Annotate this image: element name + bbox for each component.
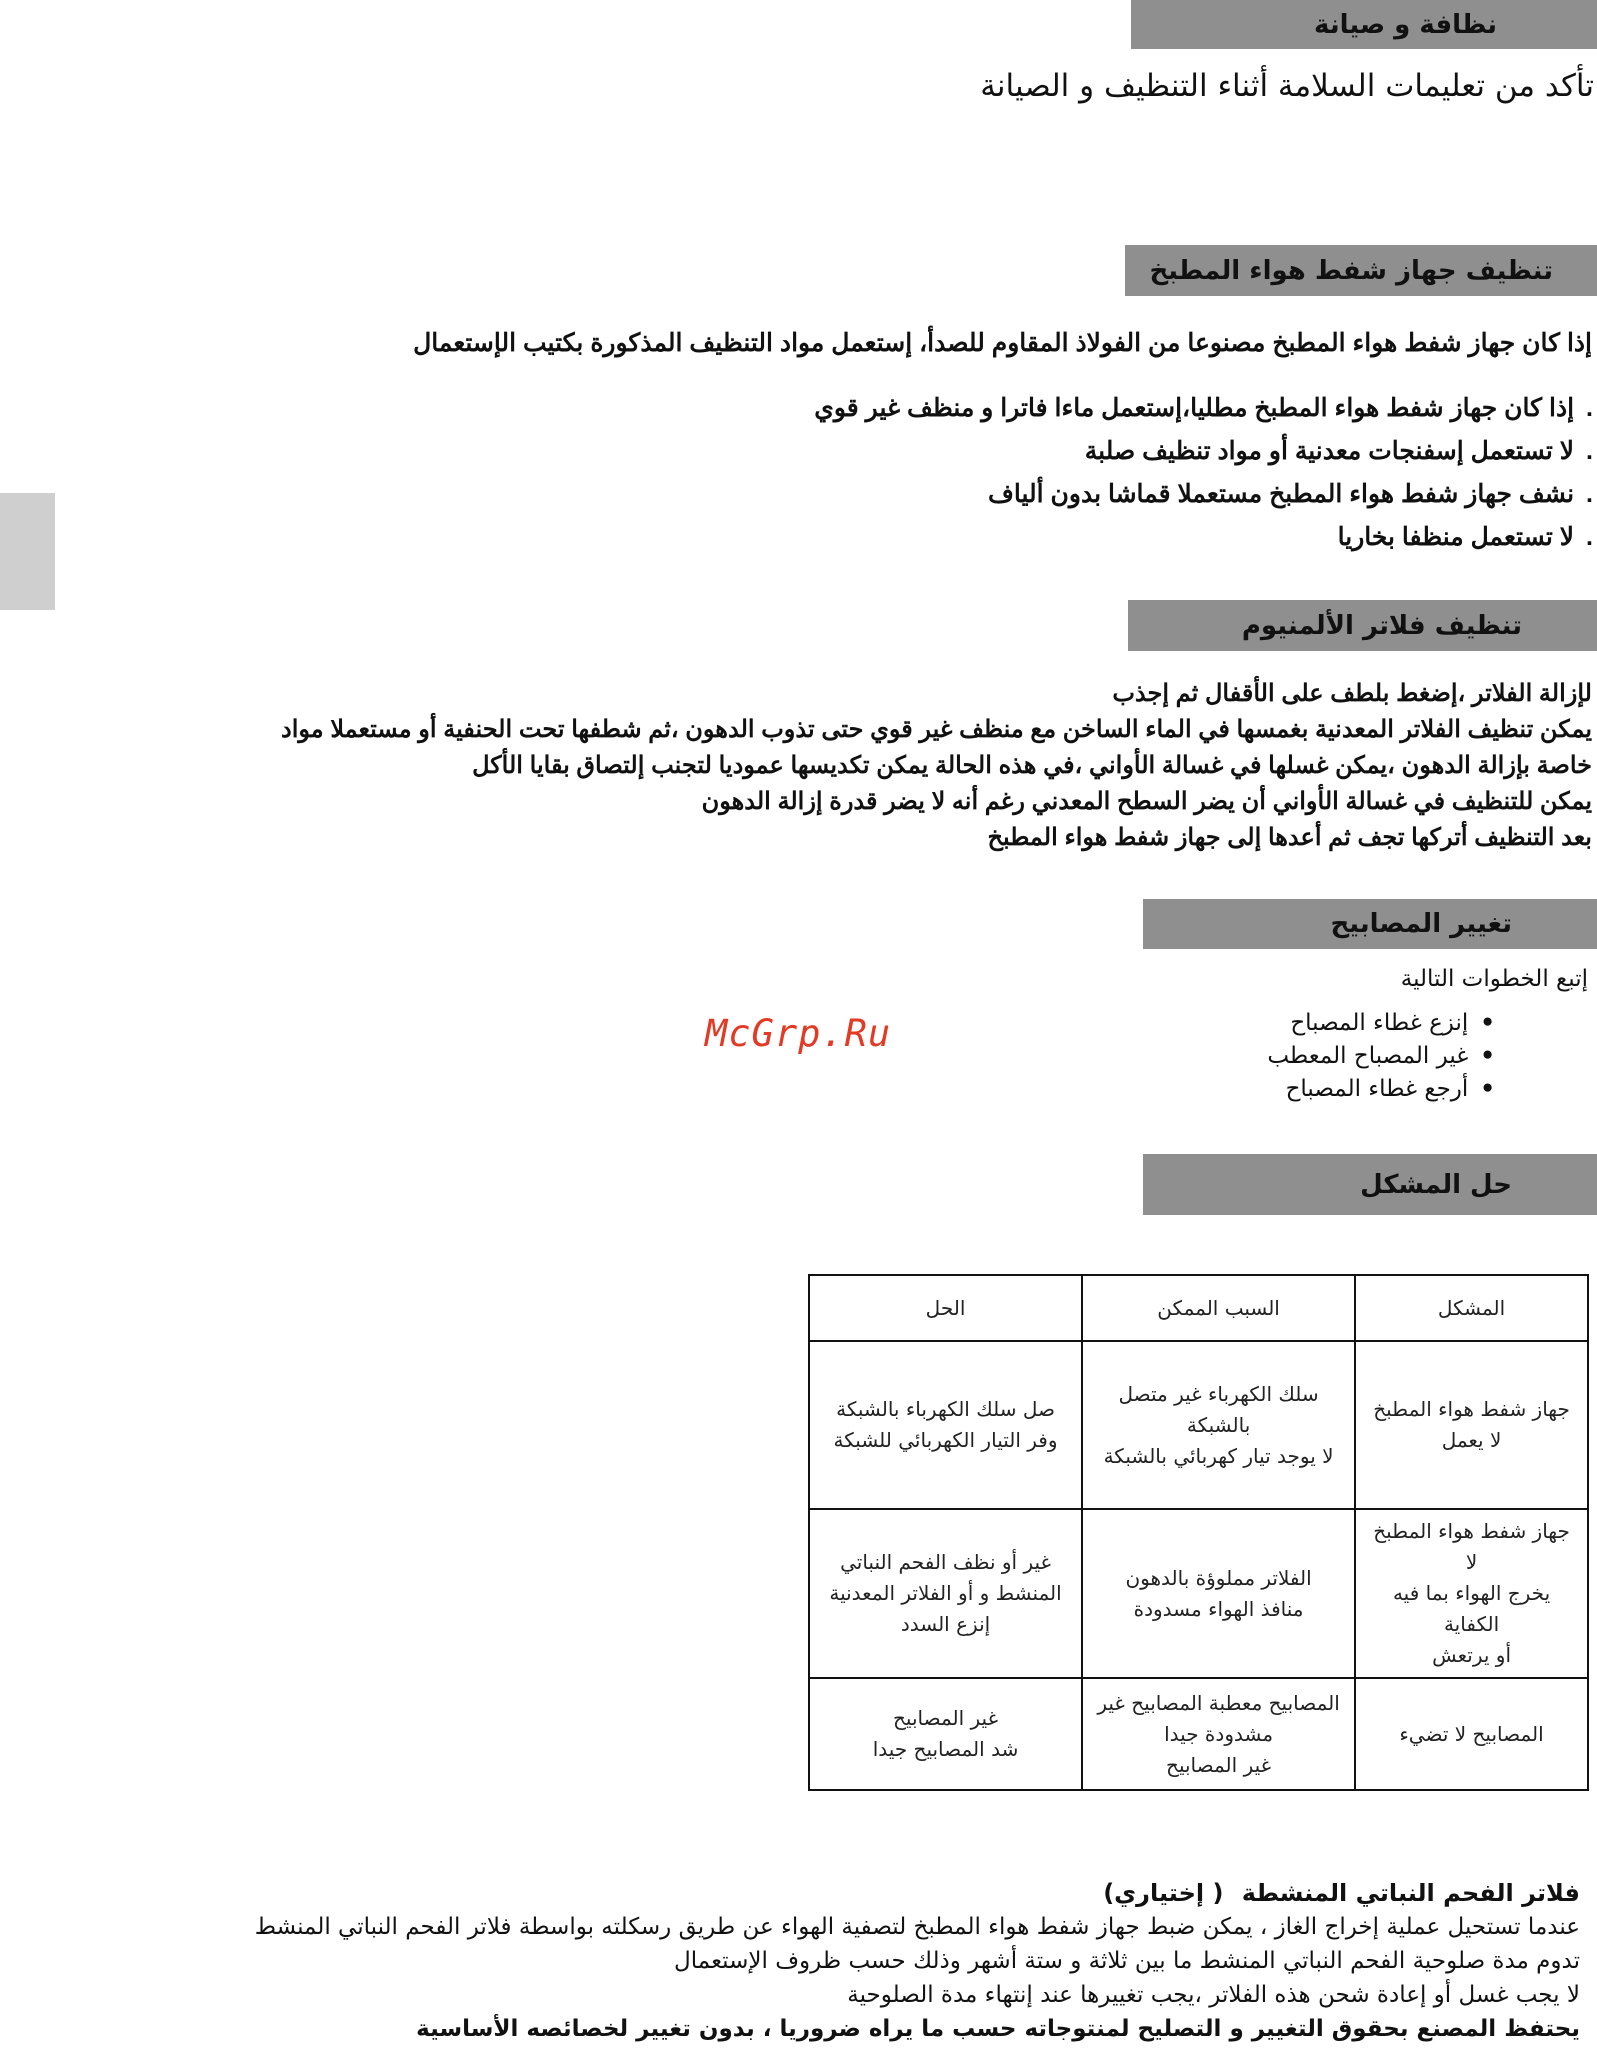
bullet-dot-icon: • bbox=[1480, 1076, 1495, 1102]
cause-cell: الفلاتر مملوؤة بالدهون منافذ الهواء مسدودة bbox=[1082, 1509, 1355, 1678]
filter-cleaning-line: بعد التنظيف أتركها تجف ثم أعدها إلى جهاز شفط هواء المطبخ bbox=[987, 824, 1592, 851]
list-item: •أرجع غطاء المصباح bbox=[1285, 1076, 1495, 1102]
table-row bbox=[809, 1509, 1588, 1678]
troubleshooting-table bbox=[808, 1274, 1589, 1791]
section-title: تغيير المصابيح bbox=[1330, 909, 1512, 939]
solution-cell: صل سلك الكهرباء بالشبكة وفر التيار الكهربائي للشبكة bbox=[809, 1341, 1082, 1509]
manufacturer-notice: يحتفظ المصنع بحقوق التغيير و التصليح لمنتوجاته حسب ما يراه ضروريا ، بدون تغيير لخصائصه الأساسية bbox=[416, 2016, 1580, 2042]
filter-cleaning-line: يمكن تنظيف الفلاتر المعدنية بغمسها في الماء الساخن مع منظف غير قوي حتى تذوب الدهون ،ثم شطفها تحت الحنفية أو مستعملا مواد bbox=[281, 716, 1592, 743]
bullet-dot-icon: . bbox=[1586, 480, 1592, 508]
section-title: حل المشكل bbox=[1360, 1169, 1512, 1200]
section-title: تنظيف فلاتر الألمنيوم bbox=[1241, 610, 1522, 641]
section-header-lamp-change bbox=[1143, 899, 1597, 949]
bullet-dot-icon: . bbox=[1586, 523, 1592, 551]
problem-cell: جهاز شفط هواء المطبخ لا يعمل bbox=[1355, 1341, 1588, 1509]
filter-cleaning-line: يمكن للتنظيف في غسالة الأواني أن يضر السطح المعدني رغم أنه لا يضر قدرة إزالة الدهون bbox=[701, 788, 1592, 815]
list-item: .إذا كان جهاز شفط هواء المطبخ مطليا،إستعمل ماءا فاترا و منظف غير قوي bbox=[814, 394, 1592, 422]
hood-cleaning-intro: إذا كان جهاز شفط هواء المطبخ مصنوعا من الفولاذ المقاوم للصدأ، إستعمل مواد التنظيف المذكورة بكتيب الإستعمال bbox=[413, 329, 1592, 357]
watermark: McGrp.Ru bbox=[705, 1012, 892, 1055]
section-header-hood-cleaning bbox=[1125, 245, 1597, 296]
section-title: نظافة و صيانة bbox=[1314, 9, 1497, 40]
list-item: •إنزع غطاء المصباح bbox=[1290, 1010, 1495, 1036]
solution-cell: غير أو نظف الفحم النباتي المنشط و أو الفلاتر المعدنية إنزع السدد bbox=[809, 1509, 1082, 1678]
list-item: •غير المصباح المعطب bbox=[1267, 1043, 1495, 1069]
cause-cell: سلك الكهرباء غير متصل بالشبكة لا يوجد تيار كهربائي بالشبكة bbox=[1082, 1341, 1355, 1509]
list-item: .لا تستعمل إسفنجات معدنية أو مواد تنظيف صلبة bbox=[1084, 437, 1592, 465]
section-header-troubleshooting bbox=[1143, 1154, 1597, 1215]
bullet-dot-icon: . bbox=[1586, 394, 1592, 422]
carbon-filters-line: لا يجب غسل أو إعادة شحن هذه الفلاتر ،يجب تغييرها عند إنتهاء مدة الصلوحية bbox=[847, 1982, 1580, 2008]
table-header-row bbox=[809, 1275, 1588, 1341]
carbon-filters-line: تدوم مدة صلوحية الفحم النباتي المنشط ما بين ثلاثة و ستة أشهر وذلك حسب ظروف الإستعمال bbox=[674, 1948, 1580, 1974]
filter-cleaning-line: خاصة بإزالة الدهون ،يمكن غسلها في غسالة الأواني ،في هذه الحالة يمكن تكديسها عموديا لتجنب إلتصاق بقايا الأكل bbox=[472, 752, 1592, 779]
lamp-change-intro: إتبع الخطوات التالية bbox=[1400, 966, 1588, 992]
bullet-dot-icon: • bbox=[1480, 1010, 1495, 1036]
bullet-dot-icon: . bbox=[1586, 437, 1592, 465]
page-side-tab bbox=[0, 493, 55, 610]
list-item: .نشف جهاز شفط هواء المطبخ مستعملا قماشا بدون ألياف bbox=[987, 480, 1592, 508]
table-row bbox=[809, 1341, 1588, 1509]
list-item: .لا تستعمل منظفا بخاريا bbox=[1337, 523, 1592, 551]
carbon-filters-line: عندما تستحيل عملية إخراج الغاز ، يمكن ضبط جهاز شفط هواء المطبخ لتصفية الهواء عن طريق رسكلته بواسطة فلاتر الفحم النباتي المنشط bbox=[254, 1914, 1580, 1940]
carbon-filters-title: فلاتر الفحم النباتي المنشطة ( إختياري) bbox=[1103, 1879, 1580, 1907]
problem-cell: جهاز شفط هواء المطبخ لا يخرج الهواء بما فيه الكفاية أو يرتعش bbox=[1355, 1509, 1588, 1678]
column-header-problem: المشكل bbox=[1355, 1275, 1588, 1341]
solution-cell: غير المصابيح شد المصابيح جيدا bbox=[809, 1678, 1082, 1790]
section-title: تنظيف جهاز شفط هواء المطبخ bbox=[1149, 255, 1553, 286]
section-header-filter-cleaning bbox=[1128, 600, 1597, 651]
bullet-dot-icon: • bbox=[1480, 1043, 1495, 1069]
column-header-cause: السبب الممكن bbox=[1082, 1275, 1355, 1341]
table-row bbox=[809, 1678, 1588, 1790]
filter-cleaning-line: لإزالة الفلاتر ،إضغط بلطف على الأقفال ثم إجذب bbox=[1112, 680, 1592, 707]
problem-cell: المصابيح لا تضيء bbox=[1355, 1678, 1588, 1790]
cause-cell: المصابيح معطبة المصابيح غير مشدودة جيدا غير المصابيح bbox=[1082, 1678, 1355, 1790]
section-header-cleaning-maintenance bbox=[1131, 0, 1597, 49]
cleaning-safety-note: تأكد من تعليمات السلامة أثناء التنظيف و الصيانة bbox=[980, 68, 1594, 104]
column-header-solution: الحل bbox=[809, 1275, 1082, 1341]
troubleshooting-table-wrapper bbox=[808, 1274, 1589, 1791]
